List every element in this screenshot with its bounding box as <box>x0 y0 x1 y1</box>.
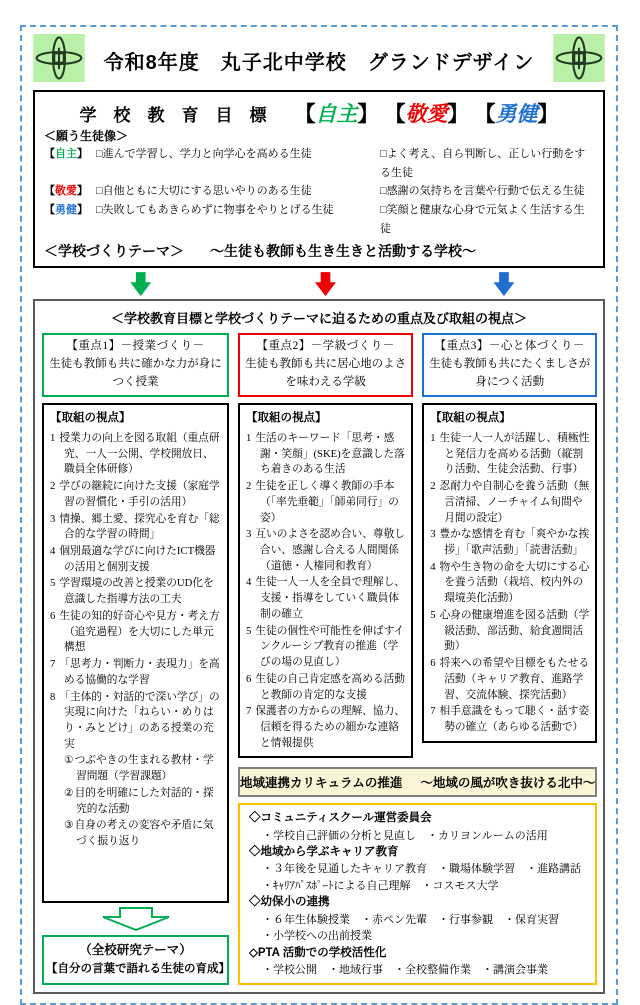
down-arrow-red-icon <box>315 272 336 296</box>
student-image-right: □感謝の気持ちを言葉や行動で伝える生徒 <box>380 185 585 198</box>
goals-heading: 学 校 教 育 目 標 <box>79 105 267 125</box>
goals-heading-row <box>44 98 594 128</box>
student-image-right: □よく考え、自ら判断し、正しい行動をする生徒 <box>380 147 586 179</box>
motto-jishu: 【自主】 <box>294 102 379 126</box>
school-goals-box <box>33 90 605 268</box>
viewpoint-item: 5 生徒の個性や可能性を伸ばすインクルーシブ教育の推進（学びの場の見直し） <box>246 624 405 669</box>
viewpoints-heading: 【取組の視点】 <box>246 412 327 425</box>
viewpoint-item: 1 生徒一人一人が活躍し、積極性と発信力を高める活動（縦割り活動、生徒会活動、行事） <box>430 432 590 476</box>
viewpoints-list <box>430 431 589 736</box>
school-theme-text: ～生徒も教師も生き生きと活動する学校～ <box>210 243 476 260</box>
regional-heading-main: 地域連携カリキュラムの推進 <box>240 776 403 791</box>
viewpoint-item: 7 保護者の方からの理解、協力、信頼を得るための細かな連絡と情報提供 <box>246 705 405 749</box>
regional-activities-list <box>249 810 586 978</box>
viewpoint-item: ③自身の考えの変容や矛盾に気づく振り返り <box>64 819 214 847</box>
student-image-left: □失敗してもあきらめずに物事をやりとげる生徒 <box>96 204 334 217</box>
column-mind-body <box>422 333 597 758</box>
regional-line: ・学校公開 ・地域行事 ・全校整備作業 ・講演会事業 <box>262 963 548 976</box>
viewpoint-item: 6 生徒の自己肯定感を高める活動と教師の肯定的な支援 <box>246 672 405 701</box>
student-image-label: ＜願う生徒像＞ <box>44 129 129 143</box>
focus-box-3 <box>422 333 597 397</box>
viewpoint-item: 7 「思考力・判断力・表現力」を高める協働的な学習 <box>50 658 220 686</box>
viewpoint-item: ①つぶやきの生まれる教材・学習問題（学習課題） <box>64 754 214 783</box>
focus-section-box <box>33 299 605 994</box>
viewpoint-item: 2 学びの継続に向けた支援（家庭学習の習慣化・手引の活用） <box>50 480 220 508</box>
student-image-row-jishu <box>44 145 594 183</box>
regional-line: ◇地域から学ぶキャリア教育 <box>249 846 399 859</box>
regional-line: ・３年後を見通したキャリア教育 ・職場体験学習 ・進路講話 <box>262 863 581 876</box>
focus-title: 【重点2】－学級づくり－ <box>256 340 395 353</box>
down-arrow-green-icon <box>130 272 151 296</box>
viewpoint-item: 5 学習環境の改善と授業のUD化を意識した指導方法の工夫 <box>50 577 214 606</box>
regional-line: ◇幼保小の連携 <box>249 896 330 909</box>
regional-curriculum-heading <box>238 767 597 797</box>
viewpoint-item: 8 「主体的・対話的で深い学び」の実現に向けた「ねらい・めりはり・みとどけ」のある授業の充実 <box>50 690 220 750</box>
regional-line: ・６年生体験授業 ・赤ペン先輩 ・行事参観 ・保育実習 <box>262 913 559 926</box>
viewpoint-item: 4 個別最適な学びに向けたICT機器の活用と個別支援 <box>50 545 216 573</box>
column-lessons <box>42 333 229 985</box>
regional-line: ◇コミュニティスクール運営委員会 <box>249 812 432 825</box>
focus-section-heading: ＜学校教育目標と学校づくりテーマに迫るための重点及び取組の視点＞ <box>110 311 527 327</box>
viewpoints-list <box>246 431 405 751</box>
flow-arrows <box>33 268 605 299</box>
regional-activities-box <box>238 803 597 985</box>
viewpoints-heading: 【取組の視点】 <box>430 412 511 425</box>
viewpoint-item: 3 豊かな感情を育む「爽やかな挨拶」「歌声活動」「読書活動」 <box>430 528 590 557</box>
viewpoint-item: 4 物や生き物の命を大切にする心を養う活動（栽培、校内外の環境美化活動） <box>430 560 590 605</box>
motto-yuken: 【勇健】 <box>474 102 559 126</box>
school-theme-row <box>44 241 594 261</box>
regional-line: ・小学校への出前授業 <box>262 930 372 943</box>
viewpoint-item: 1 授業力の向上を図る取組（重点研究、一人一公開、学校開放日、職員全体研修） <box>50 432 220 476</box>
research-theme-box <box>42 935 229 985</box>
down-arrow-outline-icon <box>93 907 179 931</box>
page-title: 令和8年度 丸子北中学校 グランドデザイン <box>103 52 535 74</box>
research-theme-text: 【自分の言葉で語れる生徒の育成】 <box>46 962 230 975</box>
viewpoint-item: 3 情操、郷土愛、探究心を育む「総合的な学習の時間」 <box>50 512 220 541</box>
viewpoint-item: 6 生徒の知的好奇心や見方・考え方（追究過程）を大切にした単元構想 <box>50 609 220 654</box>
viewpoint-item: 3 互いのよさを認め合い、尊敬し合い、感謝し合える人間関係（道徳・人権同和教育） <box>246 528 405 572</box>
column-classroom <box>238 333 413 758</box>
viewpoint-item: 2 生徒を正しく導く教師の手本（「率先垂範」「師弟同行」の姿） <box>246 480 399 524</box>
viewpoint-item: 6 将来への希望や目標をもたせる活動（キャリア教育、進路学習、交流体験、探究活動） <box>430 657 590 701</box>
viewpoint-item: 5 心身の健康増進を図る活動（学級活動、部活動、給食週間活動） <box>430 608 590 653</box>
regional-line: ・学校自己評価の分析と見直し ・カリヨンルームの活用 <box>262 829 548 842</box>
down-arrow-blue-icon <box>493 272 514 296</box>
school-theme-label: ＜学校づくりテーマ＞ <box>44 243 184 260</box>
viewpoints-box-classroom <box>238 403 413 758</box>
focus-box-2 <box>238 333 413 397</box>
motto-keiai: 【敬愛】 <box>384 102 469 126</box>
motto-label: 【敬愛】 <box>44 185 88 198</box>
viewpoints-box-lessons <box>42 403 229 903</box>
viewpoint-item: 7 相手意識をもって聴く・話す姿勢の確立（あらゆる活動で） <box>430 705 590 733</box>
viewpoints-heading: 【取組の視点】 <box>50 412 131 425</box>
motto-label: 【勇健】 <box>44 204 88 217</box>
research-theme-label: （全校研究テーマ） <box>79 943 192 958</box>
viewpoint-item: 1 生活のキーワード「思考・感謝・笑顔」(SKE)を意識した落ち着きのある生活 <box>246 432 405 476</box>
motto-label: 【自主】 <box>44 147 88 160</box>
student-image-row-yuken <box>44 201 594 239</box>
motto-list <box>295 98 559 128</box>
regional-heading-sub: ～地域の風が吹き抜ける北中～ <box>420 776 596 791</box>
viewpoint-item: 2 忍耐力や自制心を養う活動（無言清掃、ノーチャイム旬間や月間の設定） <box>430 480 590 524</box>
viewpoint-item: 4 生徒一人一人を全員で理解し、支援・指導をしていく職員体制の確立 <box>246 576 405 620</box>
student-image-left: □進んで学習し、学力と向学心を高める生徒 <box>96 147 312 160</box>
viewpoints-list <box>50 431 221 850</box>
grand-design-page <box>20 25 618 1005</box>
student-image-row-keiai <box>44 182 594 201</box>
student-image-right: □笑顔と健康な心身で元気よく生活する生徒 <box>380 204 585 236</box>
school-emblem-icon <box>553 34 605 82</box>
focus-box-1 <box>42 333 229 397</box>
focus-body: 生徒も教師も共に居心地のよさを味わえる学級 <box>245 358 407 389</box>
header <box>33 34 605 86</box>
regional-line: ◇PTA 活動での学校活性化 <box>249 946 387 959</box>
focus-body: 生徒も教師も共に確かな力が身につく授業 <box>49 358 222 389</box>
focus-title: 【重点3】－心と体づくり－ <box>434 340 585 353</box>
viewpoint-item: ②目的を明確にした対話的・探究的な活動 <box>64 786 214 815</box>
focus-title: 【重点1】－授業づくり－ <box>66 340 205 353</box>
viewpoints-box-mind-body <box>422 403 597 743</box>
student-image-left: □自他ともに大切にする思いやりのある生徒 <box>96 185 312 198</box>
columns-right-area <box>238 333 597 985</box>
focus-body: 生徒も教師も共にたくましさが身につく活動 <box>429 358 591 389</box>
school-emblem-icon <box>33 34 85 82</box>
regional-line: ・ｷｬﾘｱﾊﾟｽﾎﾟｰﾄによる自己理解 ・コスモス大学 <box>262 879 499 892</box>
